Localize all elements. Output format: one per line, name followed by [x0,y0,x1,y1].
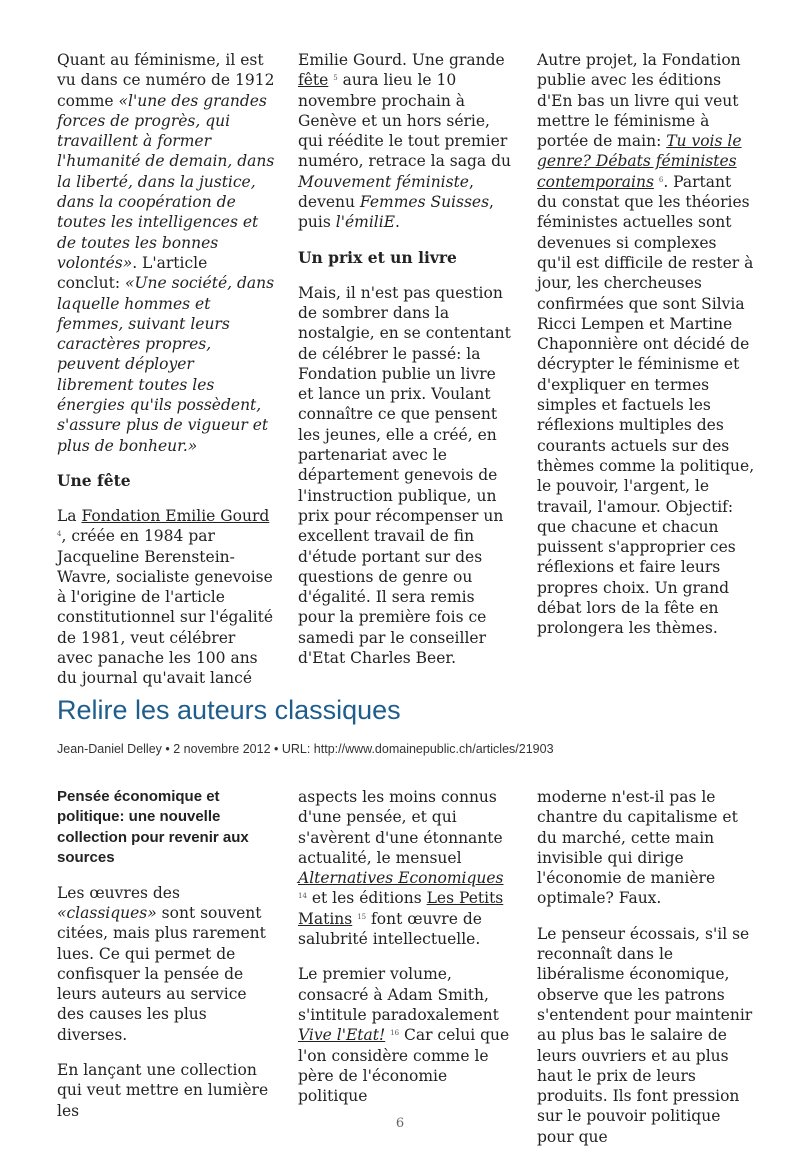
article1-column-2 [298,50,516,683]
text: font œuvre de salubrité intellectuelle. [298,909,482,949]
footnote-ref[interactable]: 15 [357,912,367,921]
petits-matins-link[interactable]: Les Petits Matins [298,889,504,928]
book-link[interactable]: Tu vois le genre? Débats féministes contemporains [537,132,742,191]
paragraph [57,50,275,456]
text: . L'article conclut: [57,253,208,293]
text: sont souvent citées, mais plus rarement lues. Ce qui permet de confisquer la pensée de leurs auteurs au service des causes les plus diverses. [57,903,266,1044]
paragraph [298,787,516,949]
alternatives-economiques-link[interactable]: Alternatives Economiques [298,869,504,888]
paragraph [537,50,755,639]
footnote-ref[interactable]: 16 [390,1029,400,1038]
paragraph [57,883,275,1045]
text: Le premier volume, consacré à Adam Smith, s'intitule paradoxalement [298,965,499,1024]
paragraph: Mais, il n'est pas question de sombrer dans la nostalgie, en se contentant de célébrer le passé: la Fondation publie un livre et lance un prix. Voulant connaître ce que pensent les jeunes, elle a créé, en partenariat avec le département genevois de l'instruction publique, un prix pour récompenser un excellent travail de fin d'étude portant sur des questions de genre ou d'égalité. Il sera remis pour la première fois ce samedi par le conseiller d'Etat Charles Beer. [298,283,511,668]
text: Les œuvres des [57,883,180,902]
paragraph [298,964,516,1106]
paragraph [298,50,516,233]
section-heading: Une fête [57,470,131,490]
article1-column-1 [57,50,275,704]
quote: «Une société, dans laquelle hommes et femmes, suivant leurs caractères propres, peuvent déployer librement toutes les énergies qu'ils possèdent, s'assure plus de vigueur et plus de bonheur.» [57,274,275,455]
paragraph [57,506,275,689]
text: aspects les moins connus d'une pensée, et qui s'avèrent d'une étonnante actualité, le mensuel [298,788,503,867]
text: , puis [298,193,494,232]
text: Emilie Gourd. Une grande [298,51,505,69]
title-italic: l'émiliE [335,213,396,232]
footnote-ref[interactable]: 5 [333,74,338,83]
article2-column-3 [537,787,755,1162]
text: . [395,213,400,232]
text: Quant au féminisme, il est vu dans ce numéro de 1912 comme [57,51,275,110]
quote: «classiques» [57,903,157,922]
text: La [57,506,82,525]
text: Autre projet, la Fondation publie avec les éditions d'En bas un livre qui veut mettre le féminisme à portée de main: [537,51,741,151]
text: Car celui que l'on considère comme le père de l'économie politique [298,1026,510,1106]
fete-link[interactable]: fête [298,71,329,90]
page-number: 6 [395,1116,405,1131]
article-subheading: Pensée économique et politique: une nouvelle collection pour revenir aux sources [57,788,249,867]
text: . Partant du constat que les théories féministes actuelles sont devenues si complexes qu'il est difficile de rester à jour, les chercheuses confirmées que sont Silvia Ricci Lempen et Martine Chaponnière ont décidé de décrypter le féminisme et d'expliquer en termes simples et factuels les réflexions multiples des courants actuels sur des thèmes comme la politique, le pouvoir, l'argent, le travail, l'amour. Objectif: que chacune et chacun puissent s'approprier ces réflexions et faire leurs propres choix. Un grand débat lors de la fête en prolongera les thèmes. [537,172,755,638]
article2-column-1 [57,787,275,1136]
article-title: Relire les auteurs classiques [57,695,401,725]
footnote-ref[interactable]: 4 [57,530,62,539]
text: aura lieu le 10 novembre prochain à Genève et un hors série, qui réédite le tout premier numéro, retrace la saga du [298,71,511,171]
text: , devenu [298,172,474,212]
paragraph: En lançant une collection qui veut mettre en lumière les [57,1061,269,1120]
footnote-ref[interactable]: 6 [658,175,664,184]
title-italic: Femmes Suisses [359,193,490,212]
fondation-link[interactable]: Fondation Emilie Gourd [81,506,270,525]
article-byline: Jean-Daniel Delley • 2 novembre 2012 • URL: http://www.domainepublic.ch/articles/21903 [57,742,554,756]
section-heading: Un prix et un livre [298,247,457,267]
title-italic: Mouvement féministe [298,172,469,191]
article2-column-2 [298,787,516,1121]
footnote-ref[interactable]: 14 [298,892,307,901]
quote: «l'une des grandes forces de progrès, qui travaillent à former l'humanité de demain, dans la liberté, dans la justice, dans la coopération de toutes les intelligences et de toutes les bonnes volontés» [57,91,275,272]
paragraph: moderne n'est-il pas le chantre du capitalisme et du marché, cette main invisible qui dirige l'économie de manière optimale? Faux. [537,788,738,908]
text: , créée en 1984 par Jacqueline Berenstein-Wavre, socialiste genevoise à l'origine de l'article constitutionnel sur l'égalité de 1981, veut célébrer avec panache les 100 ans du journal qu'avait lancé [57,527,274,688]
article1-column-3 [537,50,755,654]
paragraph: Le penseur écossais, s'il se reconnaît dans le libéralisme économique, observe que les patrons s'entendent pour maintenir au plus bas le salaire de leurs ouvriers et au plus haut le prix de leurs produits. Ils font pression sur le pouvoir politique pour que [537,924,753,1146]
vive-letat-link[interactable]: Vive l'Etat! [298,1026,386,1045]
text: et les éditions [306,889,427,908]
